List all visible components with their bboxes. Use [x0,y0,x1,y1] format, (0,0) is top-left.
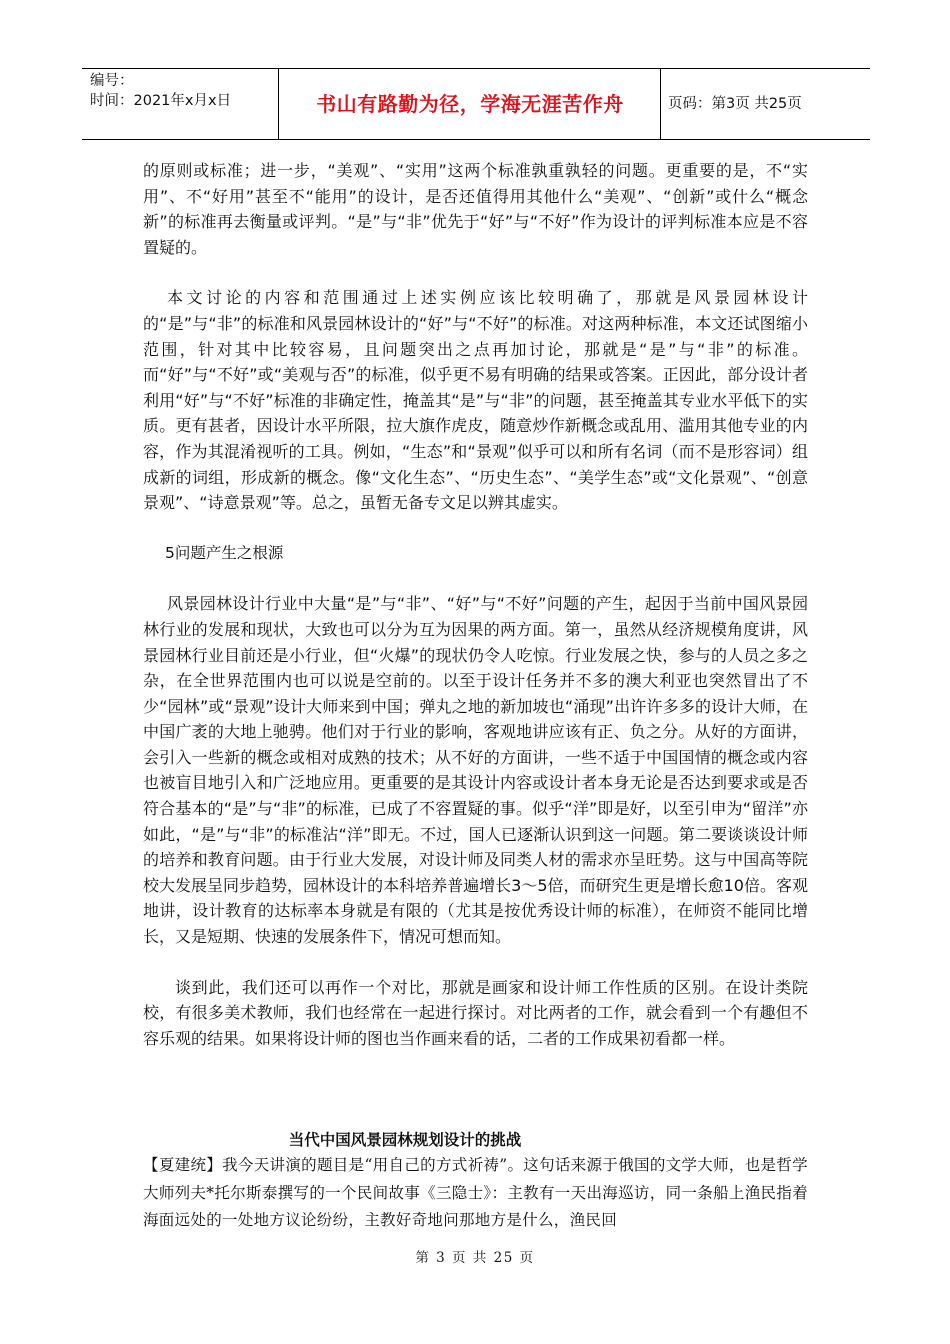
article-title-text: 当代中国风景园林规划设计的挑战 [288,1131,522,1149]
main-content [143,158,808,1051]
paragraph: 风景园林设计行业中大量“是”与“非”、“好”与“不好”问题的产生，起因于当前中国风景园林行业的发展和现状，大致也可以分为互为因果的两方面。第一，虽然从经济规模角度讲，风景园林行业目前还是小行业，但“火爆”的现状仍令人吃惊。行业发展之快，参与的人员之多之杂，在全世界范围内也可以说是空前的。以至于设计任务并不多的澳大利亚也突然冒出了不少“园林”或“景观”设计大师来到中国；弹丸之地的新加坡也“涌现”出许许多多的设计大师，在中国广袤的大地上驰骋。他们对于行业的影响，客观地讲应该有正、负之分。从好的方面讲，会引入一些新的概念或相对成熟的技术；从不好的方面讲，一些不适于中国国情的概念或内容也被盲目地引入和广泛地应用。更重要的是其设计内容或设计者本身无论是否达到要求或是否符合基本的“是”与“非”的标准，已成了不容置疑的事。似乎“洋”即是好，以至引申为“留洋”亦如此，“是”与“非”的标准沾“洋”即无。不过，国人已逐渐认识到这一问题。第二要谈谈设计师的培养和教育问题。由于行业大发展，对设计师及同类人材的需求亦呈旺势。这与中国高等院校大发展呈同步趋势，园林设计的本科培养普遍增长3～5倍，而研究生更是增长愈10倍。客观地讲，设计教育的达标率本身就是有限的（尤其是按优秀设计师的标准），在师资不能同比增长，又是短期、快速的发展条件下，情况可想而知。 [143,594,808,947]
section-heading: 5问题产生之根源 [165,543,284,562]
header-motto: 书山有路勤为径，学海无涯苦作舟 [316,92,624,116]
paragraph: 的原则或标准；进一步，“美观”、“实用”这两个标准孰重孰轻的问题。更重要的是，不“实用”、不“好用”甚至不“能用”的设计，是否还值得用其他什么“美观”、“创新”或什么“概念新”的标准再去衡量或评判。“是”与“非”优先于“好”与“不好”作为设计的评判标准本应是不容置疑的。 [143,161,808,257]
header-page-info: 页码：第3页 共25页 [668,96,802,112]
page-header [82,68,870,140]
time-label: 时间：2021年x月x日 [90,93,232,109]
header-divider [278,69,279,139]
header-meta [90,71,276,111]
paragraph: 谈到此，我们还可以再作一个对比，那就是画家和设计师工作性质的区别。在设计类院校，有很多美术教师，我们也经常在一起进行探讨。对比两者的工作，就会看到一个有趣但不容乐观的结果。如果将设计师的图也当作画来看的话，二者的工作成果初看都一样。 [143,977,808,1048]
page-footer: 第 3 页 共 25 页 [415,1250,535,1266]
paragraph: 本文讨论的内容和范围通过上述实例应该比较明确了，那就是风景园林设计的“是”与“非”的标准和风景园林设计的“好”与“不好”的标准。对这两种标准，本文还试图缩小范围，针对其中比较容易，且问题突出之点再加讨论，那就是“是”与“非”的标准。而“好”与“不好”或“美观与否”的标准，似乎更不易有明确的结果或答案。正因此，部分设计者利用“好”与“不好”标准的非确定性，掩盖其“是”与“非”的问题，甚至掩盖其专业水平低下的实质。更有甚者，因设计水平所限，拉大旗作虎皮，随意炒作新概念或乱用、滥用其他专业的内容，作为其混淆视听的工具。例如，“生态”和“景观”似乎可以和所有名词（而不是形容词）组成新的词组，形成新的概念。像“文化生态”、“历史生态”、“美学生态”或“文化景观”、“创意景观”、“诗意景观”等。总之，虽暂无备专文足以辨其虚实。 [143,288,808,513]
article-body [143,1152,808,1235]
header-divider [660,69,661,139]
article-title [0,1128,950,1150]
paragraph: 【夏建统】我今天讲演的题目是“用自己的方式祈祷”。这句话来源于俄国的文学大师，也是哲学大师列夫*托尔斯泰撰写的一个民间故事《三隐士》：主教有一天出海巡访，同一条船上渔民指着海面远处的一处地方议论纷纷，主教好奇地问那地方是什么，渔民回 [143,1156,808,1229]
serial-label: 编号： [90,73,134,89]
